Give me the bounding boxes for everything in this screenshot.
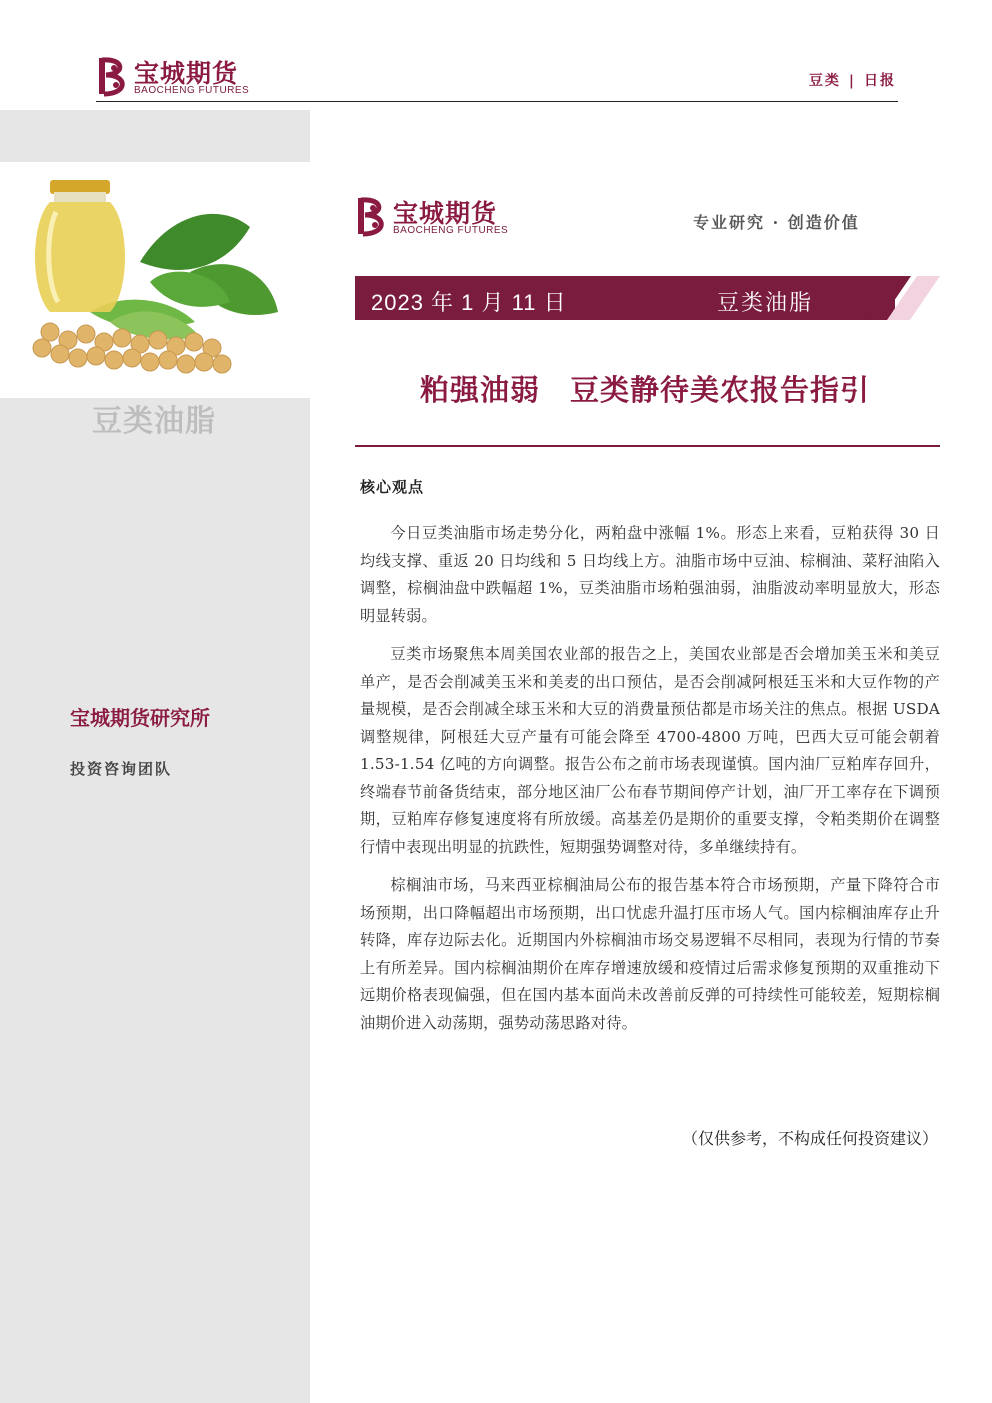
report-headline: 粕强油弱 豆类静待美农报告指引 — [420, 373, 871, 407]
report-body — [360, 520, 940, 1048]
report-type: 日报 — [864, 73, 896, 89]
brand-logo-english: BAOCHENG FUTURES — [393, 225, 509, 236]
banner-stripes — [865, 276, 940, 320]
paragraph: 棕榈油市场，马来西亚棕榈油局公布的报告基本符合市场预期，产量下降符合市场预期，出口降幅超出市场预期，出口忧虑升温打压市场人气。国内棕榈油库存止升转降，库存边际去化。近期国内外棕榈油市场交易逻辑不尽相同，表现为行情的节奏上有所差异。国内棕榈油期价在库存增速放缓和疫情过后需求修复预期的双重推动下远期价格表现偏强，但在国内基本面尚未改善前反弹的可持续性可能较差，短期棕榈油期价进入动荡期，强势动荡思路对待。 — [360, 876, 940, 1032]
header-logo-text: 宝城期货 — [134, 59, 239, 88]
report-category-label — [809, 70, 896, 90]
date-banner — [355, 276, 940, 320]
report-category: 豆类 — [808, 73, 841, 89]
research-team: 投资咨询团队 — [70, 760, 173, 778]
brand-logo — [355, 194, 525, 240]
brand-slogan: 专业研究 · 创造价值 — [693, 213, 860, 232]
research-institute: 宝城期货研究所 — [70, 706, 210, 730]
headline-rule — [355, 445, 940, 447]
cover-section-title: 豆类油脂 — [92, 404, 216, 439]
divider: | — [848, 73, 856, 89]
header-logo — [96, 54, 256, 100]
paragraph: 豆类市场聚焦本周美国农业部的报告之上，美国农业部是否会增加美玉米和美豆单产，是否会削减美玉米和美麦的出口预估，是否会削减阿根廷玉米和大豆作物的产量规模，是否会削减全球玉米和大豆的消费量预估都是市场关注的焦点。根据 USDA 调整规律，阿根廷大豆产量有可能会降至 4700-4800 万吨，巴西大豆可能会朝着 1.53-1.54 亿吨的方向调整。报告公布之前市场表现谨慎。国内油厂豆粕库存回升，终端春节前备货结束，部分地区油厂公布春节期间停产计划，油厂开工率存在下调预期，豆粕库存修复速度将有所放缓。高基差仍是期价的重要支撑，令粕类期价在调整行情中表现出明显的抗跌性，短期强势调整对待，多单继续持有。 — [360, 645, 940, 856]
baocheng-logo-icon — [96, 54, 130, 98]
core-views-title: 核心观点 — [360, 478, 425, 496]
disclaimer: （仅供参考，不构成任何投资建议） — [681, 1129, 938, 1148]
baocheng-logo-icon — [355, 194, 389, 238]
report-date: 2023 年 1 月 11 日 — [371, 290, 567, 315]
header-rule — [96, 101, 898, 102]
paragraph: 今日豆类油脂市场走势分化，两粕盘中涨幅 1%。形态上来看，豆粕获得 30 日均线支撑、重返 20 日均线和 5 日均线上方。油脂市场中豆油、棕榈油、菜籽油陷入调整，棕榈油盘中跌幅超 1%，豆类油脂市场粕强油弱，油脂波动率明显放大，形态明显转弱。 — [360, 524, 940, 625]
soybean-oil-illustration — [20, 172, 290, 382]
brand-logo-text: 宝城期货 — [393, 199, 498, 228]
header-logo-english: BAOCHENG FUTURES — [134, 85, 250, 96]
banner-category: 豆类油脂 — [717, 291, 814, 316]
